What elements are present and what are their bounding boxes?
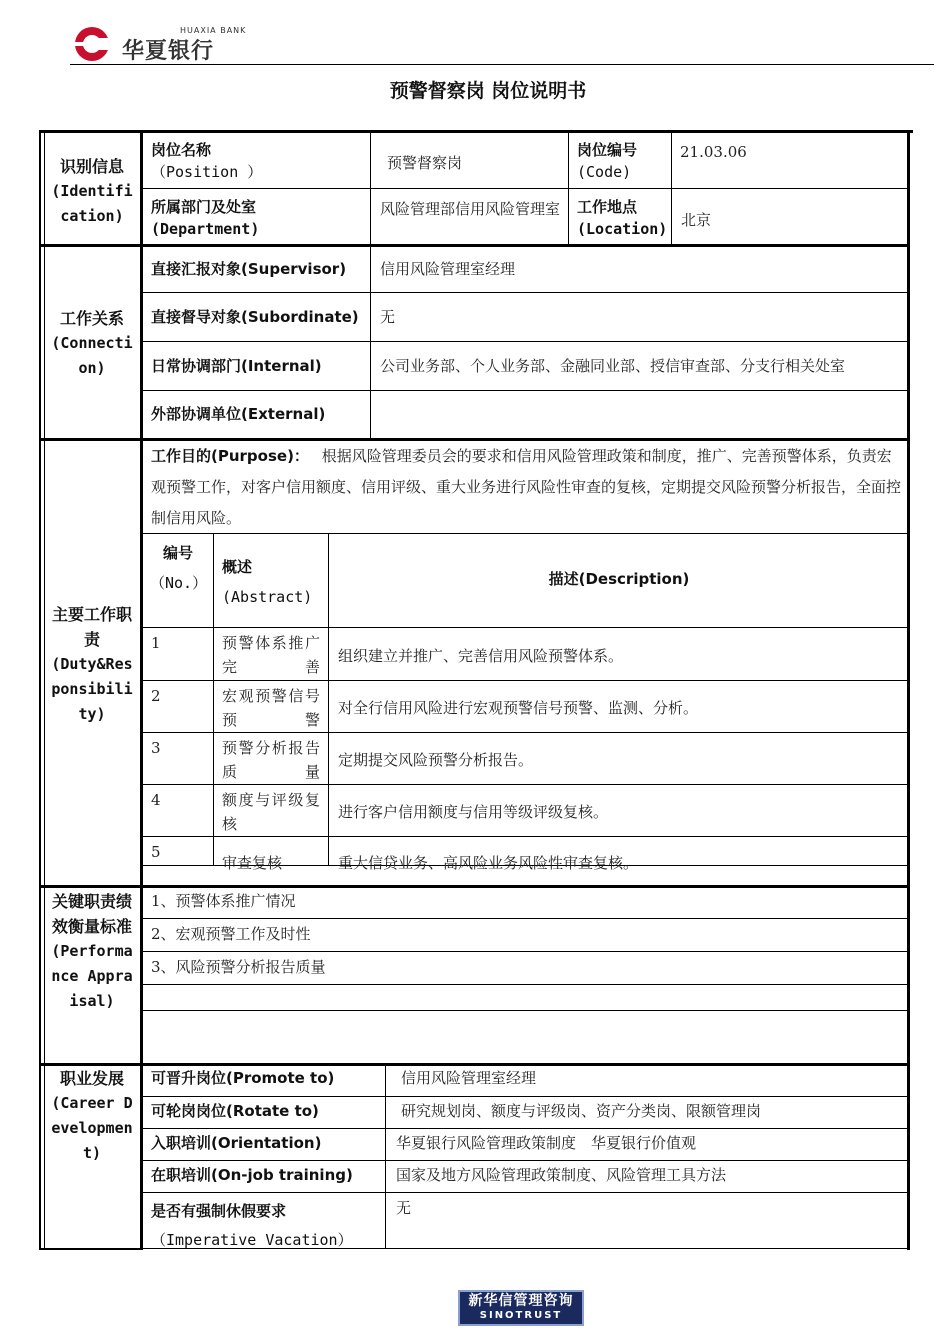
rotate-value: 研究规划岗、额度与评级岗、资产分类岗、限额管理岗 — [401, 1102, 762, 1120]
section-separator — [41, 1063, 909, 1066]
section-identification: 识别信息 (Identification) — [51, 157, 133, 225]
col-header-abstract: 概述 (Abstract) — [222, 558, 313, 606]
section-performance: 关键职责绩效衡量标准 (Performance Appraisal) — [51, 892, 133, 1010]
row-divider — [143, 1096, 909, 1097]
purpose-paragraph — [151, 441, 903, 534]
col-divider — [568, 133, 569, 244]
duty-row-3-abstract: 预警分析报告质量 — [222, 739, 320, 781]
duty-row-2-desc: 对全行信用风险进行宏观预警信号预警、监测、分析。 — [338, 699, 699, 717]
bank-name-en: HUAXIA BANK — [180, 26, 247, 35]
col-divider — [370, 247, 371, 438]
col-divider — [370, 133, 371, 244]
supervisor-value: 信用风险管理室经理 — [380, 260, 516, 278]
section-career: 职业发展 (Career Development) — [51, 1069, 133, 1162]
row-divider — [143, 784, 909, 785]
location-label: 工作地点 (Location) — [577, 198, 668, 239]
row-divider — [143, 732, 909, 733]
section-separator — [41, 244, 909, 247]
row-divider — [143, 1192, 909, 1193]
department-label: 所属部门及处室 (Department) — [151, 198, 260, 239]
table-right-border — [907, 130, 910, 1250]
row-divider — [143, 188, 909, 189]
header-divider — [70, 64, 934, 65]
table-left-border — [39, 130, 41, 1250]
rotate-label: 可轮岗岗位(Rotate to) — [151, 1102, 319, 1120]
department-value: 风险管理部信用风险管理室 — [380, 200, 561, 218]
section-connection: 工作关系 (Connection) — [51, 309, 133, 377]
performance-item-1: 1、预警体系推广情况 — [151, 892, 296, 910]
huaxia-bank-logo-icon — [72, 24, 112, 64]
onjob-value: 国家及地方风险管理政策制度、风险管理工具方法 — [396, 1166, 727, 1184]
duty-row-3-desc: 定期提交风险预警分析报告。 — [338, 751, 534, 769]
duty-row-4-abstract: 额度与评级复核 — [222, 791, 320, 833]
subordinate-value: 无 — [380, 308, 396, 326]
code-label: 岗位编号 (Code) — [577, 141, 638, 182]
purpose-text: 根据风险管理委员会的要求和信用风险管理政策和制度，推广、完善预警体系，负责宏观预警工作，对客户信用额度、信用评级、重大业务进行风险性审查的复核，定期提交风险预警分析报告，全面控制信用风险。 — [151, 447, 902, 527]
duty-row-3-no: 3 — [151, 739, 161, 757]
row-divider — [143, 1128, 909, 1129]
table-top-border — [39, 130, 913, 133]
performance-item-2: 2、宏观预警工作及时性 — [151, 925, 311, 943]
col-divider — [213, 533, 214, 866]
col-header-description: 描述(Description) — [548, 570, 690, 588]
row-divider — [143, 627, 909, 628]
row-divider — [143, 951, 909, 952]
code-value: 21.03.06 — [680, 143, 747, 161]
sinotrust-logo: 新华信管理咨询 SINOTRUST — [458, 1290, 584, 1326]
supervisor-label: 直接汇报对象(Supervisor) — [151, 260, 347, 278]
row-divider — [143, 390, 909, 391]
promote-label: 可晋升岗位(Promote to) — [151, 1069, 335, 1087]
row-divider — [143, 292, 909, 293]
duty-row-1-no: 1 — [151, 634, 161, 652]
subordinate-label: 直接督导对象(Subordinate) — [151, 308, 359, 326]
position-label: 岗位名称 （Position ） — [151, 141, 263, 182]
duty-row-4-desc: 进行客户信用额度与信用等级评级复核。 — [338, 803, 609, 821]
performance-item-3: 3、风险预警分析报告质量 — [151, 958, 326, 976]
promote-value: 信用风险管理室经理 — [401, 1069, 537, 1087]
duty-row-5-desc: 重大信贷业务、高风险业务风险性审查复核。 — [338, 854, 639, 872]
onjob-label: 在职培训(On-job training) — [151, 1166, 353, 1184]
row-divider — [143, 341, 909, 342]
internal-label: 日常协调部门(Internal) — [151, 357, 322, 375]
internal-value: 公司业务部、个人业务部、金融同业部、授信审查部、分支行相关处室 — [380, 357, 846, 375]
row-divider — [143, 984, 909, 985]
col-divider — [671, 133, 672, 244]
location-value: 北京 — [681, 211, 712, 229]
section-duty: 主要工作职责 (Duty&Responsibility) — [51, 605, 133, 723]
row-divider — [143, 1010, 909, 1011]
section-column-divider — [140, 133, 143, 1250]
row-divider — [143, 836, 909, 837]
vacation-label: 是否有强制休假要求 （Imperative Vacation） — [151, 1202, 353, 1249]
orientation-value: 华夏银行风险管理政策制度 华夏银行价值观 — [396, 1134, 697, 1152]
duty-row-5-no: 5 — [151, 843, 161, 861]
table-bottom-border — [39, 1248, 141, 1250]
bank-name-cn: 华夏银行 — [122, 39, 215, 64]
duty-row-4-no: 4 — [151, 791, 161, 809]
row-divider — [143, 1160, 909, 1161]
col-divider — [385, 1066, 386, 1248]
row-divider — [143, 918, 909, 919]
duty-row-1-abstract: 预警体系推广完善 — [222, 634, 320, 676]
vacation-value: 无 — [396, 1199, 412, 1217]
orientation-label: 入职培训(Orientation) — [151, 1134, 322, 1152]
duty-row-5-abstract: 审查复核 — [222, 854, 283, 872]
duty-row-1-desc: 组织建立并推广、完善信用风险预警体系。 — [338, 647, 624, 665]
duty-row-2-no: 2 — [151, 687, 161, 705]
document-title: 预警督察岗 岗位说明书 — [389, 80, 587, 102]
col-header-no: 编号 （No.） — [150, 544, 208, 592]
position-value: 预警督察岗 — [387, 154, 463, 172]
row-divider — [143, 533, 909, 534]
external-label: 外部协调单位(External) — [151, 405, 326, 423]
section-separator — [41, 885, 909, 888]
row-divider — [143, 680, 909, 681]
duty-row-2-abstract: 宏观预警信号预警 — [222, 687, 320, 729]
purpose-label: 工作目的(Purpose)： — [151, 447, 309, 465]
